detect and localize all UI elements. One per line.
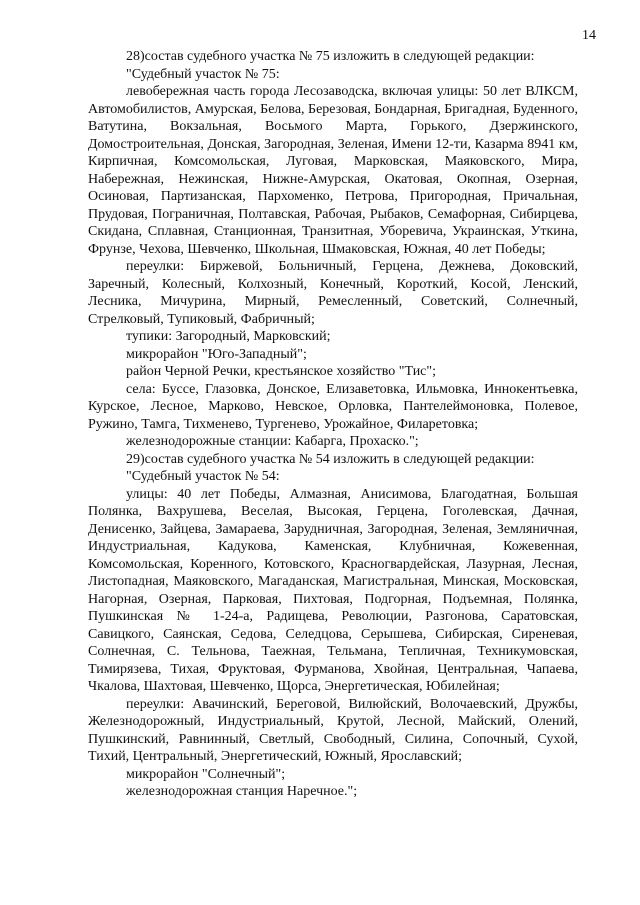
document-body <box>88 48 578 801</box>
paragraph-court-75-lanes: переулки: Биржевой, Больничный, Герцена, Дежнева, Доковский, Заречный, Колесный, Колхозный, Конечный, Короткий, Косой, Ленский, Лесника, Мичурина, Мирный, Ремесленный, Советский, Солнечный, Стрелковый, Тупиковый, Фабричный; <box>88 259 578 327</box>
paragraph-court-54-heading: "Судебный участок № 54: <box>126 469 280 484</box>
paragraph-court-75-stations: железнодорожные станции: Кабарга, Прохаско."; <box>126 434 419 449</box>
paragraph-court-75-microdistrict: микрорайон "Юго-Западный"; <box>126 346 307 362</box>
paragraph-amendment-29: 29)состав судебного участка № 54 изложить в следующей редакции: <box>126 451 535 467</box>
paragraph-amendment-28: 28)состав судебного участка № 75 изложить в следующей редакции: <box>126 49 535 64</box>
paragraph-court-54-lanes: переулки: Авачинский, Береговой, Вилюйский, Волочаевский, Дружбы, Железнодорожный, Индустриальный, Крутой, Лесной, Майский, Олений, Пушкинский, Равнинный, Светлый, Свободный, Силина, Сопочный, Сухой, Тихий, Центральный, Энергетический, Южный, Ярославский; <box>88 696 578 764</box>
paragraph-court-54-microdistrict: микрорайон "Солнечный"; <box>126 766 286 782</box>
paragraph-court-75-heading: "Судебный участок № 75: <box>126 66 280 82</box>
paragraph-court-75-villages: села: Буссе, Глазовка, Донское, Елизаветовка, Ильмовка, Иннокентьевка, Курское, Лесное, Марково, Невское, Орловка, Пантелеймоновка, Полевое, Ружино, Тамга, Тихменево, Тургенево, Урожайное, Филаретовка; <box>88 381 578 432</box>
paragraph-court-75-deadends: тупики: Загородный, Марковский; <box>126 329 331 344</box>
paragraph-court-54-streets: улицы: 40 лет Победы, Алмазная, Анисимова, Благодатная, Большая Полянка, Вахрушева, Веселая, Высокая, Герцена, Гоголевская, Дачная, Денисенко, Зайцева, Замараева, Зарудничная, Загородная, Зеленая, Земляничная, Индустриальная, Кадукова, Каменская, Клубничная, Кожевенная, Комсомольская, Коренного, Котовского, Красногвардейская, Лазурная, Лесная, Листопадная, Маяковского, Магаданская, Магистральная, Минская, Московская, Нагорная, Озерная, Парковая, Пихтовая, Подгорная, Подъемная, Полянка, Пушкинская № 1-24-а, Радищева, Революции, Разгонова, Саратовская, Савицкого, Саянская, Седова, Селедцова, Серышева, Сибирская, Сиреневая, Солнечная, С. Тельнова, Таежная, Тельмана, Тепличная, Техникумовская, Тимирязева, Тихая, Фруктовая, Фурманова, Хвойная, Центральная, Чапаева, Чкалова, Шахтовая, Шевченко, Щорса, Энергетическая, Юбилейная; <box>88 486 578 694</box>
paragraph-court-54-station: железнодорожная станция Наречное."; <box>126 784 358 799</box>
paragraph-court-75-district: район Черной Речки, крестьянское хозяйство "Тис"; <box>126 364 437 379</box>
page-number: 14 <box>582 28 596 43</box>
paragraph-court-75-streets: левобережная часть города Лесозаводска, включая улицы: 50 лет ВЛКСМ, Автомобилистов, Амурская, Белова, Березовая, Бондарная, Бригадная, Буденного, Ватутина, Вокзальная, Восьмого Марта, Горького, Дзержинского, Домостроительная, Донская, Загородная, Зеленая, Имени 12-ти, Казарма 8941 км, Кирпичная, Комсомольская, Луговая, Марковская, Маяковского, Мира, Набережная, Нежинская, Нижне-Амурская, Окатовая, Окопная, Озерная, Осиновая, Партизанская, Пархоменко, Петрова, Пригородная, Причальная, Прудовая, Пограничная, Полтавская, Рабочая, Рыбаков, Семафорная, Сибирцева, Скидана, Сплавная, Станционная, Транзитная, Уборевича, Украинская, Уткина, Фрунзе, Чехова, Шевченко, Школьная, Шмаковская, Южная, 40 лет Победы; <box>88 84 579 257</box>
